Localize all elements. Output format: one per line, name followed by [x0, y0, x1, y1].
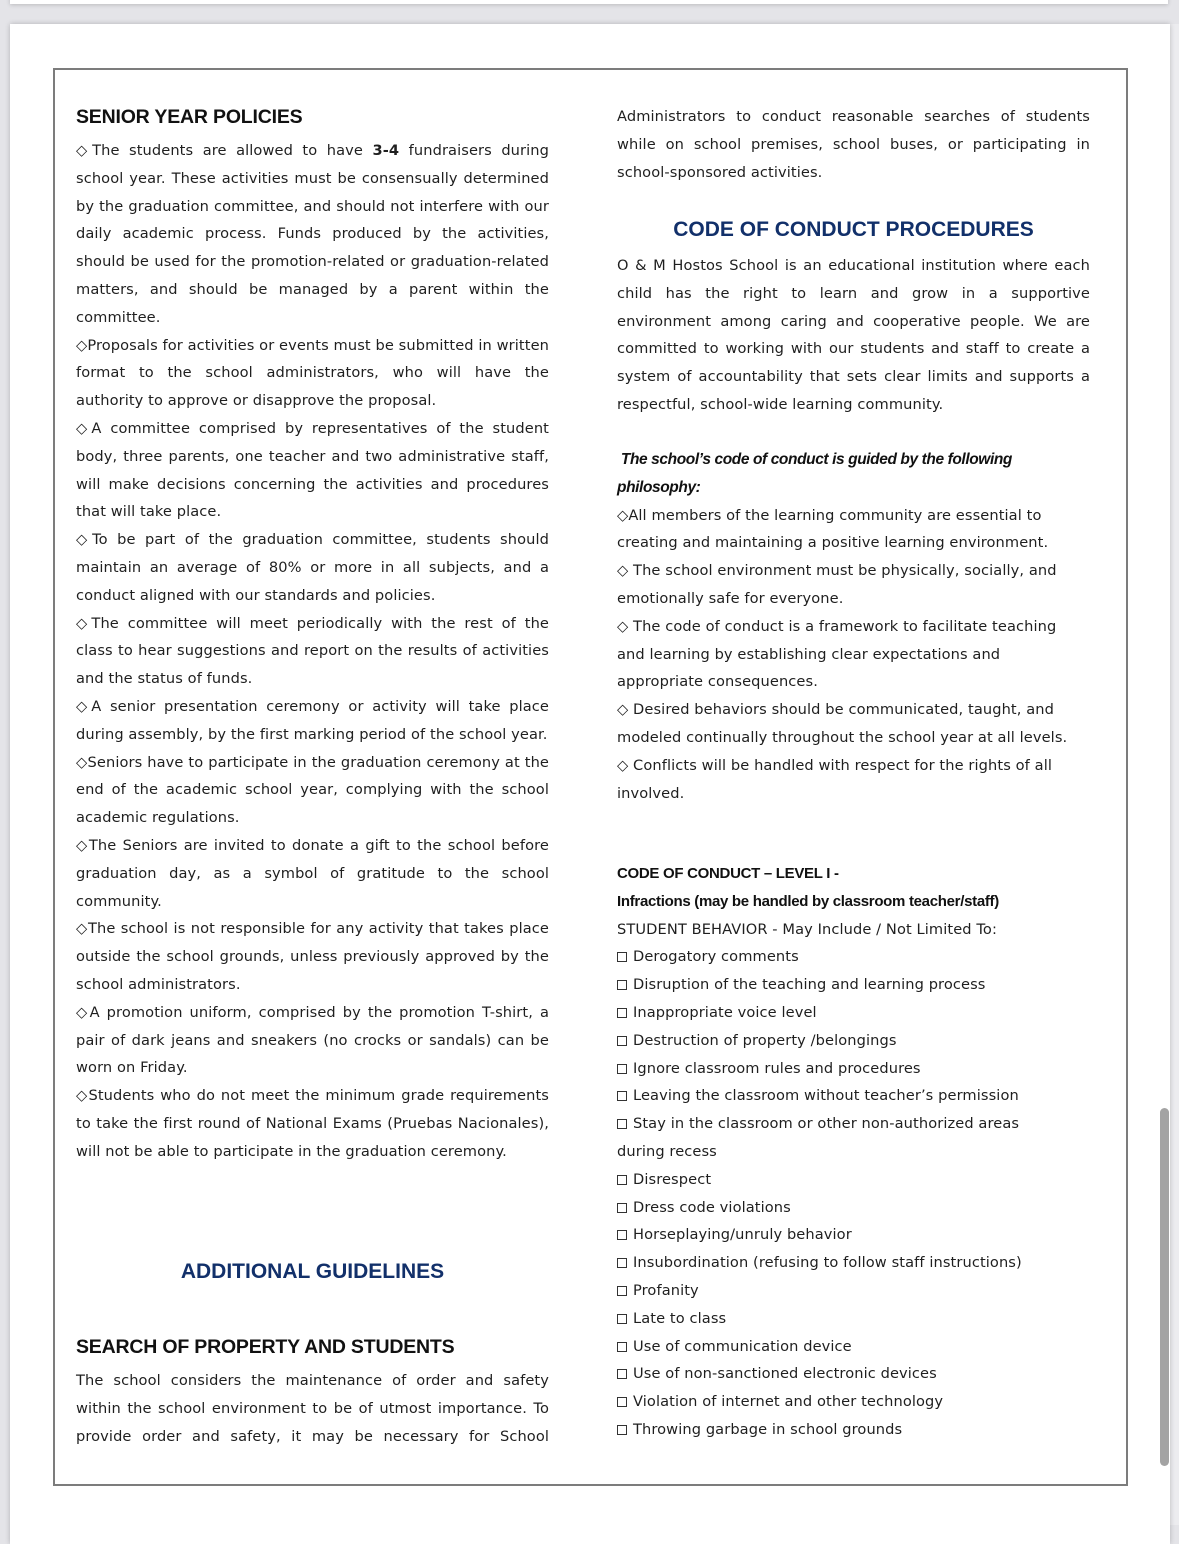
checkbox-icon[interactable]	[617, 1397, 627, 1407]
infraction-item	[617, 1027, 1090, 1055]
search-policy-continued: Administrators to conduct reasonable searches of students while on school premises, school buses, or participating in school-sponsored activities.	[617, 108, 1090, 181]
infraction-label: Violation of internet and other technology	[633, 1393, 944, 1411]
policy-item: ◇To be part of the graduation committee, students should maintain an average of 80% or more in all subjects, and a conduct aligned with our standards and policies.	[76, 531, 549, 604]
philosophy-section	[617, 446, 1090, 807]
scrollbar-thumb[interactable]	[1160, 1108, 1169, 1466]
code-of-conduct-procedures-heading: CODE OF CONDUCT PROCEDURES	[673, 218, 1034, 241]
philosophy-item: ◇ Desired behaviors should be communicated, taught, and modeled continually throughout the school year at all levels.	[617, 701, 1068, 746]
checkbox-icon[interactable]	[617, 1230, 627, 1240]
infraction-label: Late to class	[633, 1309, 727, 1327]
checkbox-icon[interactable]	[617, 1314, 627, 1324]
infraction-label: Profanity	[633, 1281, 699, 1299]
checkbox-icon[interactable]	[617, 980, 627, 990]
philosophy-label: The school’s code of conduct is guided by the following philosophy:	[617, 451, 1016, 496]
infraction-label: Throwing garbage in school grounds	[633, 1420, 903, 1438]
fundraiser-count: 3-4	[372, 142, 400, 159]
checkbox-icon[interactable]	[617, 1203, 627, 1213]
infraction-label: Dress code violations	[633, 1198, 791, 1216]
checkbox-icon[interactable]	[617, 1342, 627, 1352]
level-one-heading: CODE OF CONDUCT – LEVEL I -	[617, 865, 839, 882]
policy-item: ◇Students who do not meet the minimum grade requirements to take the first round of National Exams (Pruebas Nacionales), will not be able to participate in the graduation ceremony.	[76, 1087, 549, 1160]
infraction-label: Leaving the classroom without teacher’s permission	[633, 1087, 1019, 1105]
philosophy-item: ◇ Conflicts will be handled with respect for the rights of all involved.	[617, 756, 1052, 802]
policy-text: fundraisers during school year. These activities must be consensually determined by the graduation committee, and should not interfere with our daily academic process. Funds produced by the activities, should be used for the promotion-related or graduation-related matters, and should be managed by a parent within the committee.	[76, 142, 550, 326]
infraction-item	[617, 1194, 1090, 1222]
additional-guidelines-heading: ADDITIONAL GUIDELINES	[180, 1260, 445, 1283]
document-page	[10, 24, 1170, 1544]
infraction-item	[617, 1277, 1090, 1305]
policy-item: ◇A promotion uniform, comprised by the promotion T-shirt, a pair of dark jeans and sneakers (no crocks or sandals) can be worn on Friday.	[76, 1003, 549, 1077]
infraction-item	[617, 943, 1090, 971]
checkbox-icon[interactable]	[617, 1091, 627, 1101]
philosophy-item: ◇All members of the learning community are essential to creating and maintaining a positive learning environment.	[617, 506, 1049, 552]
checkbox-icon[interactable]	[617, 1425, 627, 1435]
infraction-item	[617, 1416, 1090, 1444]
infraction-label: Disrespect	[633, 1170, 712, 1188]
scrollbar-track[interactable]	[1170, 24, 1179, 1525]
search-policy-text: The school considers the maintenance of order and safety within the school environment to be of utmost importance. To provide order and safety, it may be necessary for School	[76, 1372, 549, 1445]
student-behavior-label: STUDENT BEHAVIOR - May Include / Not Limited To:	[617, 920, 997, 938]
checkbox-icon[interactable]	[617, 1119, 627, 1129]
infraction-item	[617, 1305, 1090, 1333]
infraction-checklist	[617, 943, 1090, 1443]
policy-item: ◇The committee will meet periodically with the rest of the class to hear suggestions and report on the results of activities and the status of funds.	[76, 614, 549, 688]
infraction-item	[617, 1055, 1090, 1083]
policy-item: ◇The Seniors are invited to donate a gift to the school before graduation day, as a symbol of gratitude to the school community.	[76, 836, 549, 910]
infraction-item	[617, 1249, 1090, 1277]
checkbox-icon[interactable]	[617, 1008, 627, 1018]
senior-policies-list	[76, 137, 549, 1165]
infraction-label: Use of non-sanctioned electronic devices	[633, 1365, 937, 1383]
infraction-label: Destruction of property /belongings	[633, 1031, 897, 1049]
level-one-section	[617, 860, 1090, 1444]
policy-item: ◇The school is not responsible for any activity that takes place outside the school grounds, unless previously approved by the school administrators.	[76, 920, 549, 993]
senior-year-policies-heading: SENIOR YEAR POLICIES	[76, 106, 303, 128]
policy-item: ◇A committee comprised by representatives of the student body, three parents, one teacher and two administrative staff, will make decisions concerning the activities and procedures that will take place.	[76, 419, 549, 521]
infraction-label: Derogatory comments	[633, 948, 799, 966]
philosophy-item: ◇ The school environment must be physically, socially, and emotionally safe for everyone.	[617, 562, 1057, 607]
infraction-item	[617, 1333, 1090, 1361]
checkbox-icon[interactable]	[617, 1036, 627, 1046]
checkbox-icon[interactable]	[617, 1175, 627, 1185]
infraction-label: Ignore classroom rules and procedures	[633, 1059, 921, 1077]
previous-page-edge	[10, 0, 1168, 4]
philosophy-item: ◇ The code of conduct is a framework to facilitate teaching and learning by establishing clear expectations and appropriate consequences.	[617, 617, 1057, 691]
policy-text: ◇The students are allowed to have	[76, 142, 373, 159]
infraction-item	[617, 1166, 1090, 1194]
policy-item: ◇Proposals for activities or events must be submitted in written format to the school administrators, who will have the authority to approve or disapprove the proposal.	[76, 336, 549, 410]
search-of-property-heading: SEARCH OF PROPERTY AND STUDENTS	[76, 1336, 455, 1358]
infraction-label: Use of communication device	[633, 1337, 852, 1355]
policy-item	[76, 137, 549, 332]
infraction-label: Stay in the classroom or other non-authorized areas during recess	[617, 1115, 1020, 1160]
infraction-item	[617, 999, 1090, 1027]
checkbox-icon[interactable]	[617, 1286, 627, 1296]
checkbox-icon[interactable]	[617, 1064, 627, 1074]
infraction-item	[617, 971, 1090, 999]
infraction-item	[617, 1388, 1090, 1416]
infraction-item	[617, 1110, 1090, 1166]
infraction-label: Insubordination (refusing to follow staff instructions)	[633, 1254, 1022, 1272]
policy-item: ◇A senior presentation ceremony or activity will take place during assembly, by the first marking period of the school year.	[76, 697, 549, 743]
infractions-heading: Infractions (may be handled by classroom teacher/staff)	[617, 892, 999, 910]
checkbox-icon[interactable]	[617, 1369, 627, 1379]
infraction-label: Horseplaying/unruly behavior	[633, 1226, 852, 1244]
infraction-label: Inappropriate voice level	[633, 1003, 817, 1021]
conduct-intro-paragraph: O & M Hostos School is an educational institution where each child has the right to learn and grow in a supportive environment among caring and cooperative people. We are committed to working with our students and staff to create a system of accountability that sets clear limits and supports a respectful, school-wide learning community.	[617, 257, 1090, 413]
checkbox-icon[interactable]	[617, 952, 627, 962]
infraction-item	[617, 1082, 1090, 1110]
policy-item: ◇Seniors have to participate in the graduation ceremony at the end of the academic school year, complying with the school academic regulations.	[76, 753, 549, 827]
infraction-item	[617, 1360, 1090, 1388]
checkbox-icon[interactable]	[617, 1258, 627, 1268]
philosophy-list	[617, 502, 1090, 808]
page-border-frame	[53, 68, 1128, 1486]
infraction-label: Disruption of the teaching and learning process	[633, 976, 986, 994]
infraction-item	[617, 1221, 1090, 1249]
